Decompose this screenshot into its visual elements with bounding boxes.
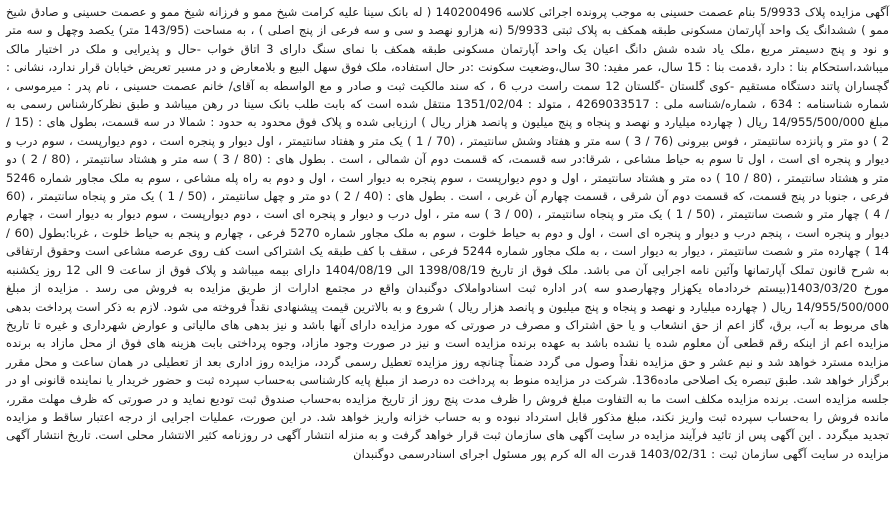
notice-paragraph: آگهی مزایده پلاک 5/9933 بنام عصمت حسینی به موجب پرونده اجرائی کلاسه 140200496 ( له بانک سینا علیه کرامت شیخ ممو و فرزانه شیخ ممو و عصمت حسینی و صادق شیخ ممو ) ششدانگ یک واحد آپارتمان مسکونی طبقه همکف به پلاک ثبتی 5/9933 (نه هزارو نهصد و سی و سه فرعی از پنج اصلی ) ، به مساحت (143/95 متر) یکصد وچهل و سه متر و نود و پنج دسیمتر مربع ،ملک یاد شده شش دانگ اعیان یک واحد آپارتمان مسکونی طبقه همکف با نمای سنگ دارای 3 اتاق خواب -حال و پذیرایی و ملک در اختیار مالک میباشد،استحکام بنا : دارد ،قدمت بنا : 15 سال، عمر مفید: 30 سال،وضعیت سکونت :در حال استفاده، ملک فوق سهل البیع و بلامعارض و در مسیر تعریض خیابان قرار ندارد، نشانی : گچساران پاتند دستگاه مستقیم -کوی گلستان -گلستان 12 سمت راست درب 6 ، که سند مالکیت ثبت و صادر و مع الواسطه به آقای/ خانم عصمت حسینی ، نام پدر : میرموسی ، شماره شناسنامه : 634 ، شماره/شناسه ملی : 4269033517 ، متولد : 1351/02/04 منتقل شده است که بابت طلب بانک سینا در رهن میباشد و طبق نظرکارشناس رسمی به مبلغ 14/955/500/000 ریال ( چهارده میلیارد و نهصد و پنجاه و پنج میلیون و پانصد هزار ریال ) ارزیابی شده و پلاک فوق محدود به حدود : شمالا در سه قسمت، بطول های : (15 / 2 ) دو متر و پانزده سانتیمتر ، فوس بیرونی (76 / 3 ) سه متر و هفتاد وشش سانتیمتر ، (70 / 1 ) یک متر و هفتاد سانتیمتر ، اول دیوار و پنجره است ، دوم دیوارپست ، سوم درب و دیوار و پنجره ای است ، اول تا سوم به حیاط مشاعی ، شرقا:در سه قسمت، که قسمت دوم آن شمالی ، است . بطول های : (80 / 3 ) سه متر و هشتاد سانتیمتر ، (80 / 2 ) دو متر و هشتاد سانتیمتر ، (80 / 10 ) ده متر و هشتاد سانتیمتر ، اول و دوم دیوارپست ، سوم پنجره به دیوار است ، اول و دوم به راه پله مشاعی ، سوم به ملک مجاور شماره 5246 فرعی ، جنوبا در پنج قسمت، که قسمت دوم آن شرقی ، قسمت چهارم آن غربی ، است . بطول های : (40 / 2 ) دو متر و چهل سانتیمتر ، (50 / 1 ) یک متر و پنجاه سانتیمتر ، (60 / 4 ) چهار متر و شصت سانتیمتر ، (50 / 1 ) یک متر و پنجاه سانتیمتر ، (00 / 3 ) سه متر ، اول درب و دیوار و پنجره ای است ، دوم دیوارپست ، سوم دیوار به دیوار است ، چهارم دیوار و پنجره است ، پنجم درب و دیوار و پنجره ای است ، اول و دوم به حیاط خلوت ، سوم به ملک مجاور شماره 5270 فرعی ، چهارم و پنجم به حیاط خلوت ، غربا:بطول (60 / 14 ) چهارده متر و شصت سانتیمتر ، دیوار به دیوار است ، به ملک مجاور شماره 5244 فرعی ، سقف با کف طبقه یک اشتراکی است کف روی عرصه مشاعی است وحقوق ارتفاقی به شرح قانون تملک آپارتمانها وآئین نامه اجرایی آن می باشد. ملک فوق از تاریخ 1398/08/19 الی 1404/08/19 دارای بیمه میباشد و پلاک فوق از ساعت 9 الی 12 روز یکشنبه مورخ 1403/03/20(بیستم خردادماه یکهزار وچهارصدو سه )در اداره ثبت اسنادواملاک دوگنبدان واقع در مجتمع ادارات از طریق مزایده به فروش می رسد . مزایده از مبلغ 14/955/500/000 ریال ( چهارده میلیارد و نهصد و پنجاه و پنج میلیون و پانصد هزار ریال ) شروع و به بالاترین قیمت پیشنهادی نقداً فروخته می شود. لازم به ذکر است پرداخت بدهی های مربوط به آب، برق، گاز اعم از حق انشعاب و یا حق اشتراک و مصرف در صورتی که مورد مزایده دارای آنها باشد و نیز بدهی های مالیاتی و عوارض شهرداری و غیره تا تاریخ مزایده اعم از اینکه رقم قطعی آن معلوم شده یا نشده باشد به عهده برنده مزایده است و نیز در صورت وجود مازاد، وجوه پرداختی بابت هزینه های فوق از محل مازاد به برنده مزایده مسترد خواهد شد و نیم عشر و حق مزایده نقداً وصول می گردد ضمناً چنانچه روز مزایده تعطیل رسمی گردد، مزایده روز اداری بعد از تعطیلی در همان ساعت و محل مقرر برگزار خواهد شد. طبق تبصره یک اصلاحی ماده136. شرکت در مزایده منوط به پرداخت ده درصد از مبلغ پایه کارشناسی به‌حساب سپرده ثبت و حضور خریدار یا نماینده قانونی او در جلسه مزایده است. برنده مزایده مکلف است ما به التفاوت مبلغ فروش را ظرف مدت پنج روز از تاریخ مزایده به‌حساب صندوق ثبت تودیع نماید و در صورتی که ظرف مهلت مقرر، مانده فروش را به‌حساب سپرده ثبت واریز نکند، مبلغ مذکور قابل استرداد نبوده و به حساب خزانه واریز خواهد شد. در این صورت، عملیات اجرایی از درجه اعتبار ساقط و مزایده تجدید میگردد . این آگهی پس از تائید فرآیند مزایده در سایت آگهی های سازمان ثبت قرار خواهد گرفت و به منزله انتشار آگهی در روزنامه کثیر الانتشار محلی است. تاریخ انتشار آگهی مزایده در سایت آگهی سازمان ثبت : 1403/02/31 قدرت اله اله کرم پور مسئول اجرای اسنادرسمی دوگنبدان — [6, 5, 890, 461]
